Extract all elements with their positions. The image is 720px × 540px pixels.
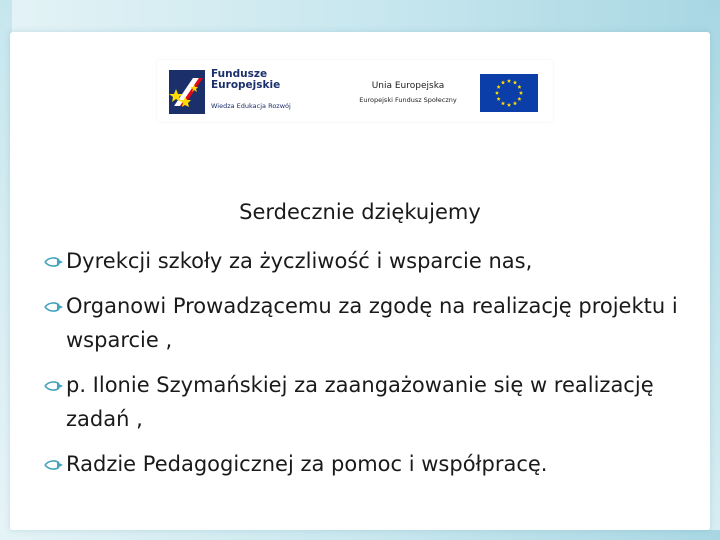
bullet-item — [44, 289, 694, 357]
fe-subtitle: Wiedza Edukacja Rozwój — [211, 102, 291, 110]
bullet-item — [44, 244, 694, 278]
fe-line2: Europejskie — [211, 79, 281, 91]
eu-flag-icon — [480, 74, 538, 112]
fe-line1: Fundusze — [211, 68, 268, 80]
bullet-arrow-icon — [44, 378, 64, 394]
ue-subtitle: Europejski Fundusz Społeczny — [359, 96, 457, 104]
bullet-text: Dyrekcji szkoły za życzliwość i wsparcie nas, — [66, 249, 533, 273]
frame-bottom — [0, 530, 720, 540]
bullet-item — [44, 447, 694, 481]
logo-strip — [157, 60, 553, 122]
bullet-arrow-icon — [44, 457, 64, 473]
bullet-text: Radzie Pedagogicznej za pomoc i współpracę. — [66, 452, 548, 476]
bullet-arrow-icon — [44, 299, 64, 315]
unia-europejska-logo — [342, 68, 542, 114]
bullet-text: p. Ilonie Szymańskiej za zaangażowanie się w realizację zadań , — [66, 373, 654, 431]
bullet-arrow-icon — [44, 254, 64, 270]
slide-title: Serdecznie dziękujemy — [239, 200, 481, 224]
bullet-list — [44, 244, 694, 492]
fundusze-europejskie-name — [211, 69, 301, 91]
fundusze-europejskie-mark-icon — [169, 70, 205, 114]
ue-name: Unia Europejska — [371, 81, 445, 91]
bullet-text: Organowi Prowadzącemu za zgodę na realizację projektu i wsparcie , — [66, 294, 678, 352]
fundusze-europejskie-logo — [169, 68, 329, 116]
bullet-item — [44, 368, 694, 436]
